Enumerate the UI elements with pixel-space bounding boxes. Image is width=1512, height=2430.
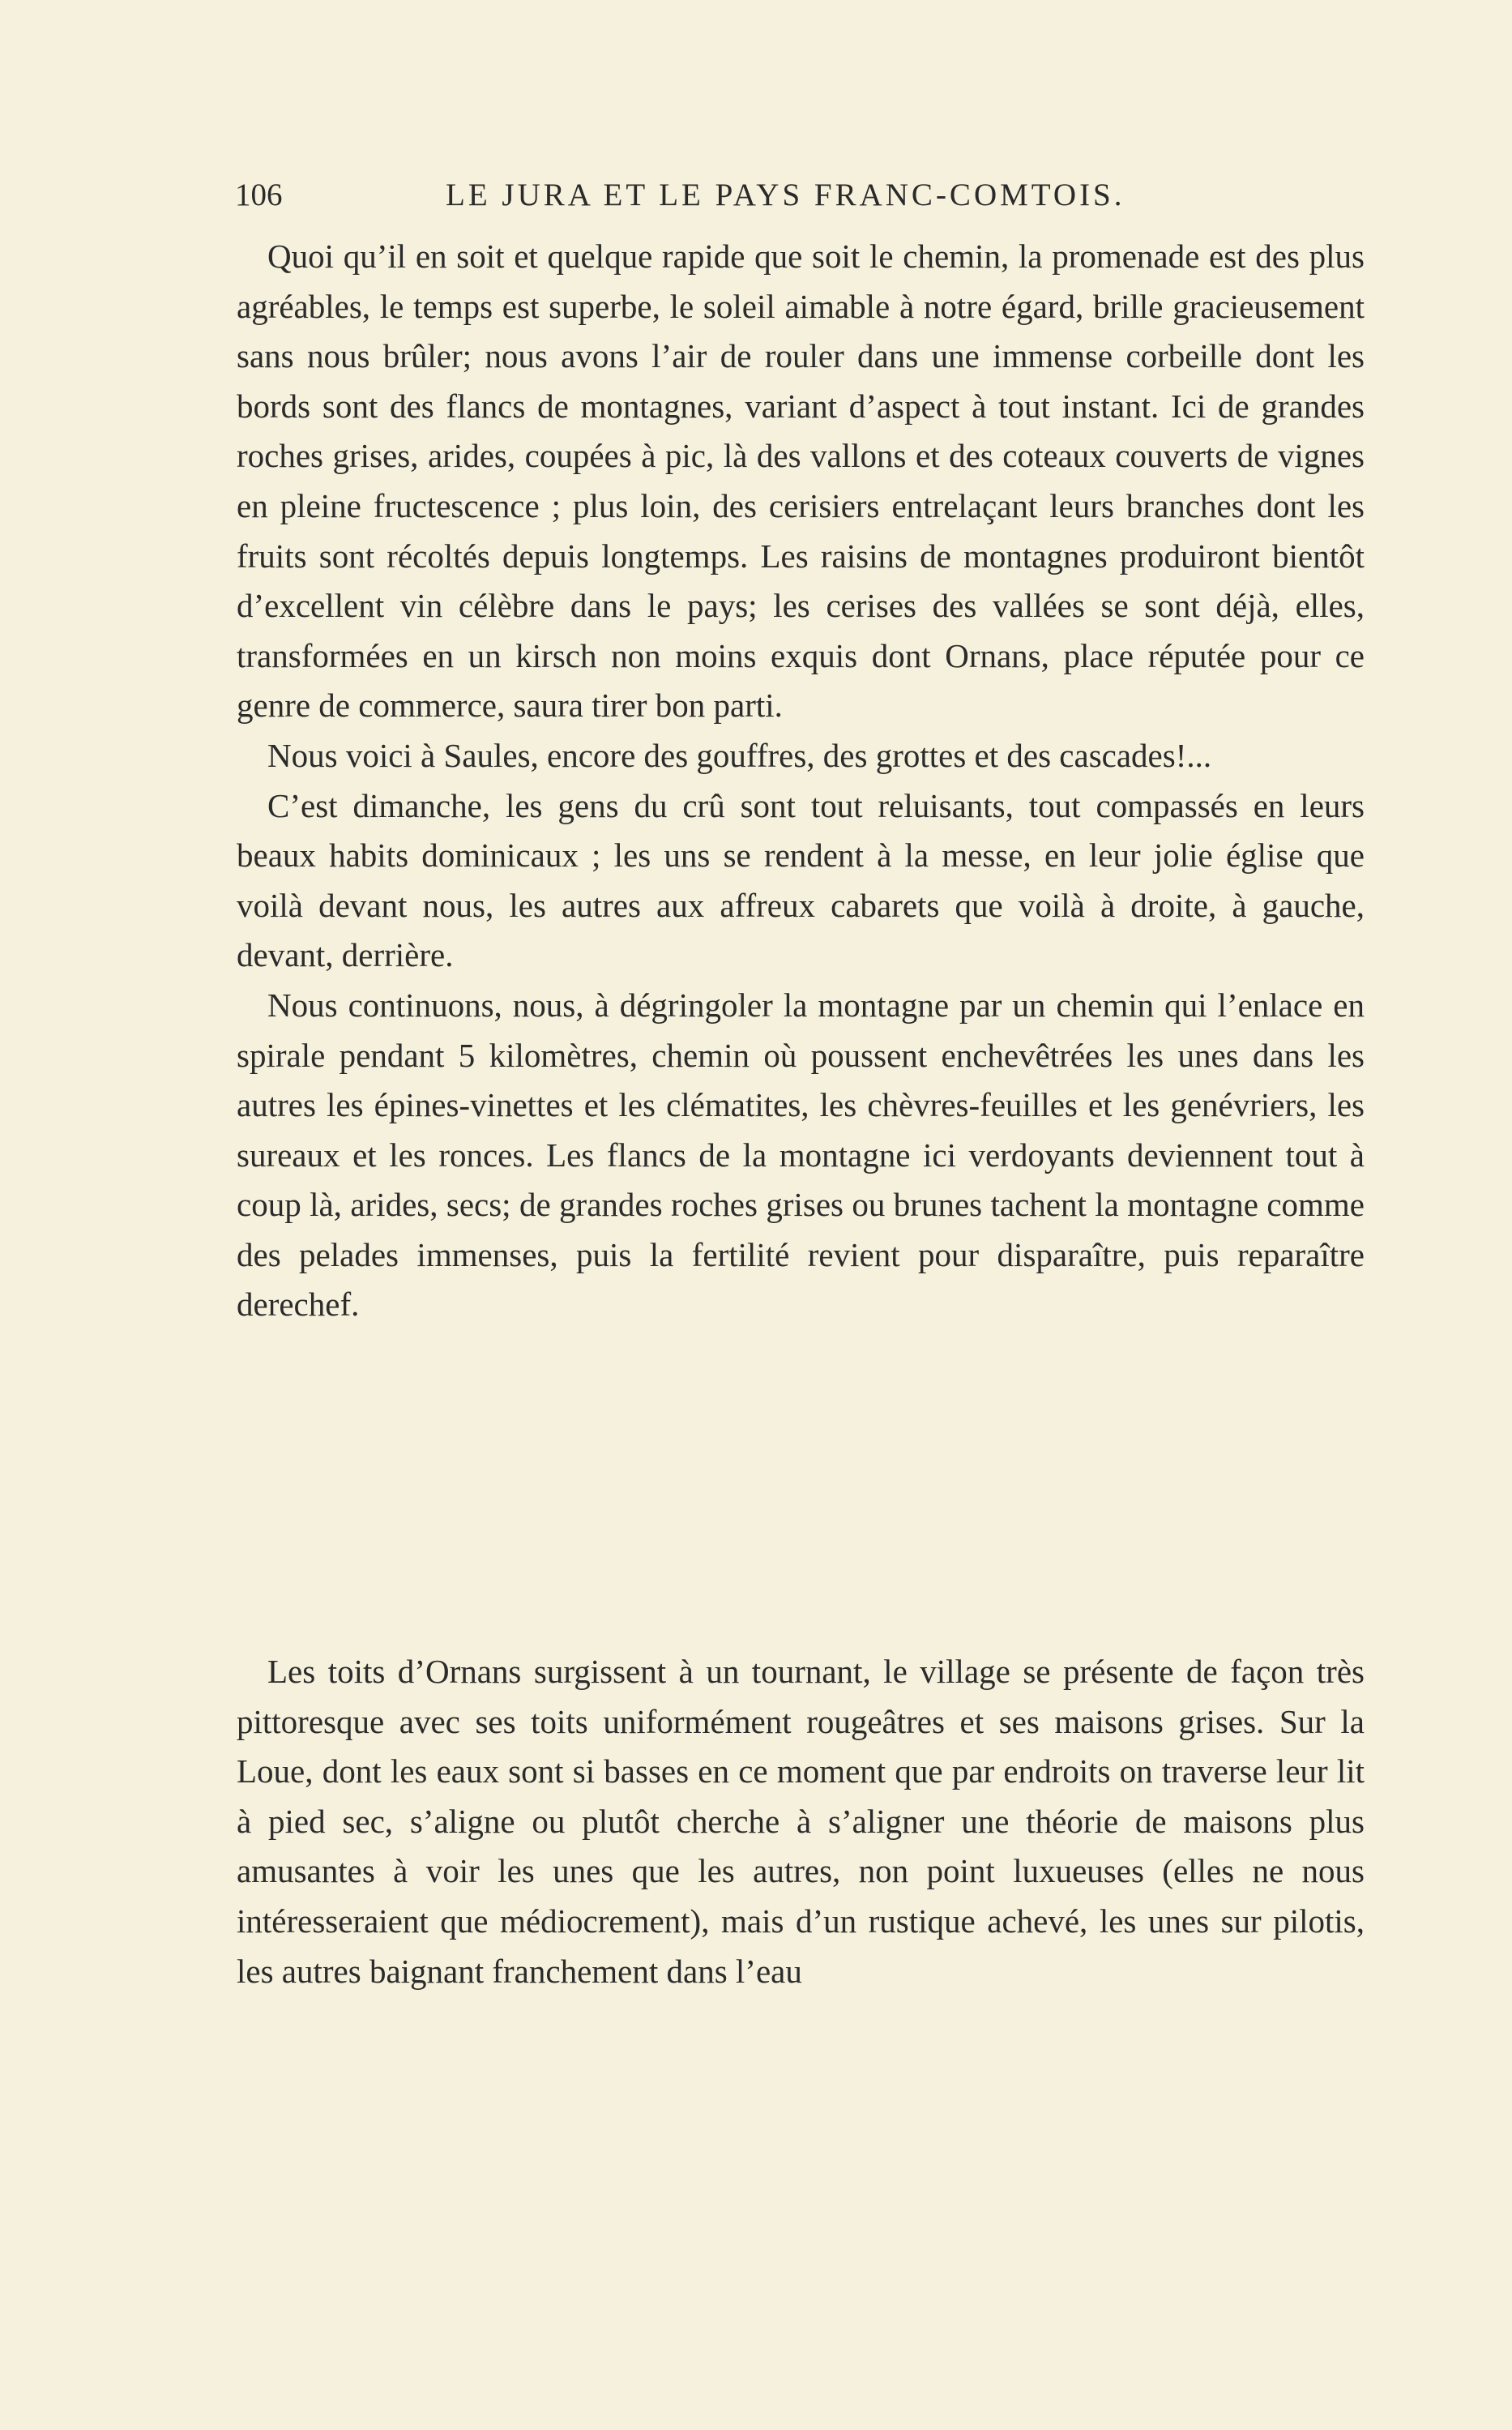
- paragraph-ornans: Les toits d’Ornans surgissent à un tournant, le village se présente de façon très pittoresque avec ses toits uniformément rougeâtres et ses maisons grises. Sur la Loue, dont les eaux sont si basses en ce moment que par endroits on traverse leur lit à pied sec, s’aligne ou plutôt cherche à s’aligner une théorie de maisons plus amusantes à voir les unes que les autres, non point luxueuses (elles ne nous intéresseraient que médiocrement), mais d’un rustique achevé, les unes sur pilotis, les autres baignant franchement dans l’eau: [237, 1653, 1365, 1990]
- ornans-text-section: [237, 1647, 1365, 1996]
- paragraph-road-description: Quoi qu’il en soit et quelque rapide que soit le chemin, la promenade est des plus agréables, le temps est superbe, le soleil aimable à notre égard, brille gracieusement sans nous brûler; nous avons l’air de rouler dans une immense corbeille dont les bords sont des flancs de montagnes, variant d’aspect à tout instant. Ici de grandes roches grises, arides, coupées à pic, là des vallons et des coteaux couverts de vignes en pleine fructescence ; plus loin, des cerisiers entrelaçant leurs branches dont les fruits sont récoltés depuis longtemps. Les raisins de montagnes produiront bientôt d’excellent vin célèbre dans le pays; les cerises des vallées se sont déjà, elles, transformées en un kirsch non moins exquis dont Ornans, place réputée pour ce genre de commerce, saura tirer bon parti.: [237, 237, 1365, 725]
- running-title: LE JURA ET LE PAYS FRANC-COMTOIS.: [446, 178, 1125, 212]
- page-number: 106: [235, 178, 283, 212]
- paragraph-descent: Nous continuons, nous, à dégringoler la montagne par un chemin qui l’enlace en spirale pendant 5 kilomètres, chemin où poussent enchevêtrées les unes dans les autres les épines-vinettes et les clématites, les chèvres-feuilles et les genévriers, les sureaux et les ronces. Les flancs de la montagne ici verdoyants deviennent tout à coup là, arides, secs; de grandes roches grises ou brunes tachent la montagne comme des pelades immenses, puis la fertilité revient pour disparaître, puis reparaître derechef.: [237, 986, 1365, 1324]
- paragraph-sunday: C’est dimanche, les gens du crû sont tout reluisants, tout compassés en leurs beaux habits dominicaux ; les uns se rendent à la messe, en leur jolie église que voilà devant nous, les autres aux affreux cabarets que voilà à droite, à gauche, devant, derrière.: [237, 786, 1365, 974]
- paragraph-saules: Nous voici à Saules, encore des gouffres, des grottes et des cascades!...: [267, 736, 1212, 774]
- page-header: [235, 177, 1369, 225]
- main-text-section: [237, 232, 1365, 1330]
